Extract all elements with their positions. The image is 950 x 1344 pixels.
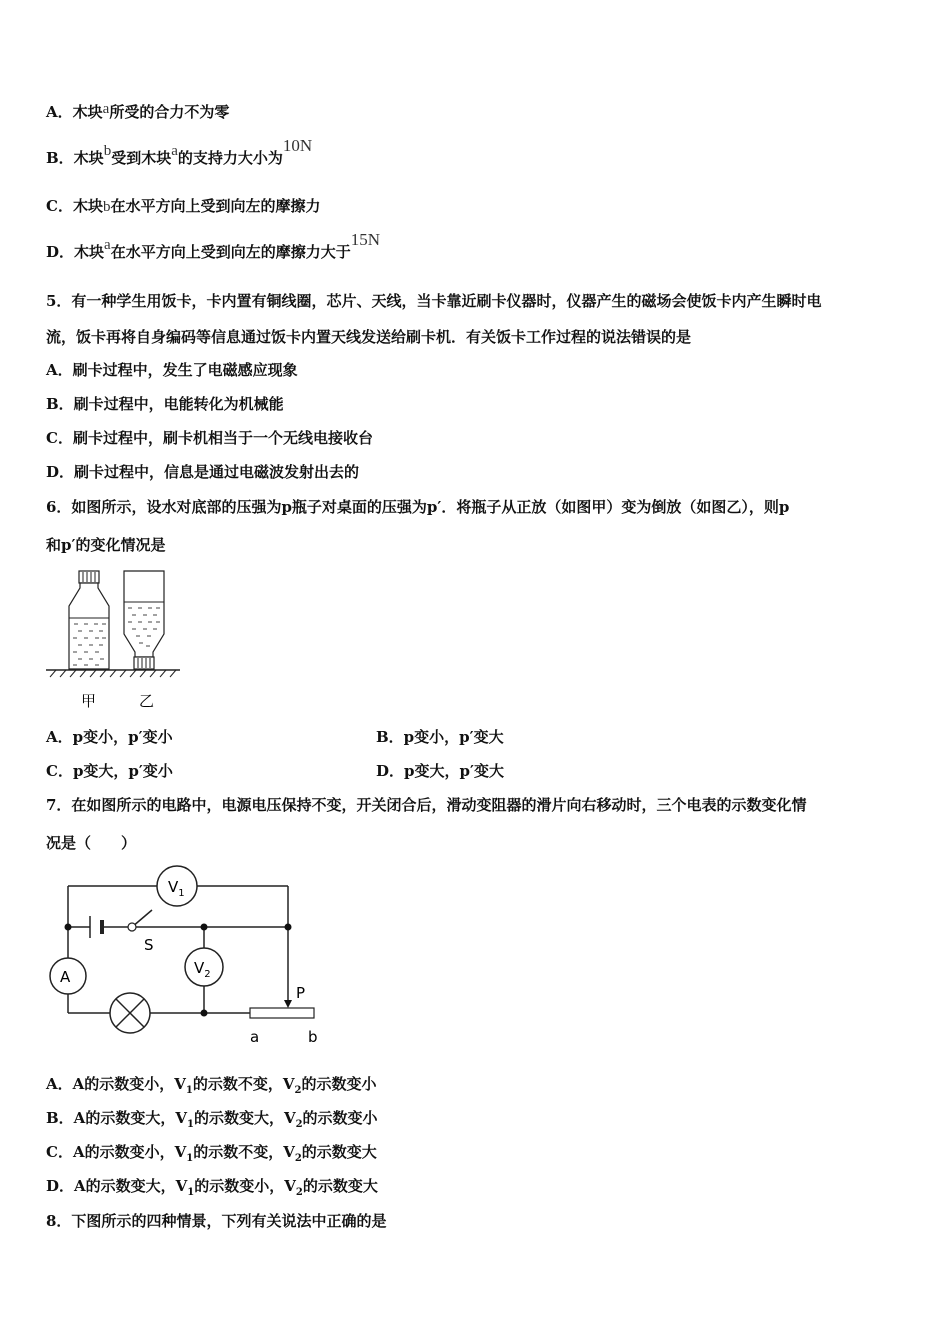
- q5-option-d: D．刷卡过程中，信息是通过电磁波发射出去的: [46, 463, 360, 481]
- q5-option-a: A．刷卡过程中，发生了电磁感应现象: [46, 361, 298, 379]
- q5-option-b: B．刷卡过程中，电能转化为机械能: [46, 395, 284, 413]
- fig-label-jia: 甲: [81, 692, 97, 710]
- q7-circuit-diagram: [44, 860, 334, 1050]
- q6-option-d: D．p变大，p′变大: [376, 762, 504, 780]
- switch-label: S: [144, 936, 154, 954]
- ammeter: [50, 958, 86, 994]
- q7-option-c: C．A的示数变小，$V_1$的示数不变，$V_2$的示数变大: [46, 1143, 377, 1164]
- lamp-icon: [110, 993, 150, 1033]
- q5-stem-line2: 流，饭卡再将自身编码等信息通过饭卡内置天线发送给刷卡机．有关饭卡工作过程的说法错误的是: [46, 328, 692, 346]
- bottle-inverted: [124, 571, 164, 669]
- q6-stem-line2: 和p′的变化情况是: [46, 536, 166, 554]
- q7-option-d: D．A的示数变大，$V_1$的示数变小，$V_2$的示数变大: [46, 1177, 378, 1198]
- q6-bottles-figure: [44, 566, 184, 716]
- q5-stem-line1: 5．有一种学生用饭卡，卡内置有铜线圈，芯片、天线，当卡靠近刷卡仪器时，仪器产生的磁场会使饭卡内产生瞬时电: [46, 292, 822, 310]
- end-b-label: b: [308, 1028, 318, 1046]
- q7-option-a: A．A的示数变小，$V_1$的示数不变，$V_2$的示数变小: [46, 1075, 377, 1096]
- q4-option-a: A．木块a所受的合力不为零: [46, 101, 230, 121]
- q6-option-a: A．p变小，p′变小: [46, 728, 173, 746]
- q6-option-b: B．p变小，p′变大: [376, 728, 504, 746]
- svg-text:V2: $V_2$: [194, 959, 211, 980]
- voltmeter-v1: [157, 866, 197, 906]
- q4-option-b: B．木块b受到木块a的支持力大小为10N: [46, 136, 313, 167]
- q7-stem-line2: 况是（ ）: [46, 834, 137, 852]
- q4-option-d: D．木块a在水平方向上受到向左的摩擦力大于15N: [46, 230, 380, 261]
- q7-option-b: B．A的示数变大，$V_1$的示数变大，$V_2$的示数变小: [46, 1109, 378, 1130]
- q7-stem-line1: 7．在如图所示的电路中，电源电压保持不变，开关闭合后，滑动变阻器的滑片向右移动时，三个电表的示数变化情: [46, 796, 807, 814]
- rheostat: [250, 1000, 314, 1018]
- svg-text:A: A: [60, 968, 71, 986]
- bottle-upright: [69, 571, 109, 669]
- end-a-label: a: [250, 1028, 260, 1046]
- q6-stem-line1: 6．如图所示，设水对底部的压强为p瓶子对桌面的压强为p′．将瓶子从正放（如图甲）变为倒放（如图乙），则p: [46, 498, 790, 516]
- q5-option-c: C．刷卡过程中，刷卡机相当于一个无线电接收台: [46, 429, 373, 447]
- fig-label-yi: 乙: [139, 692, 155, 710]
- q4-option-c: C．木块b在水平方向上受到向左的摩擦力: [46, 197, 321, 215]
- table-surface: [46, 670, 180, 677]
- slider-label: P: [296, 984, 306, 1002]
- voltmeter-v2: [185, 948, 223, 986]
- q8-stem: 8．下图所示的四种情景，下列有关说法中正确的是: [46, 1212, 387, 1230]
- q6-option-c: C．p变大，p′变小: [46, 762, 173, 780]
- svg-text:V1: $V_1$: [168, 878, 185, 899]
